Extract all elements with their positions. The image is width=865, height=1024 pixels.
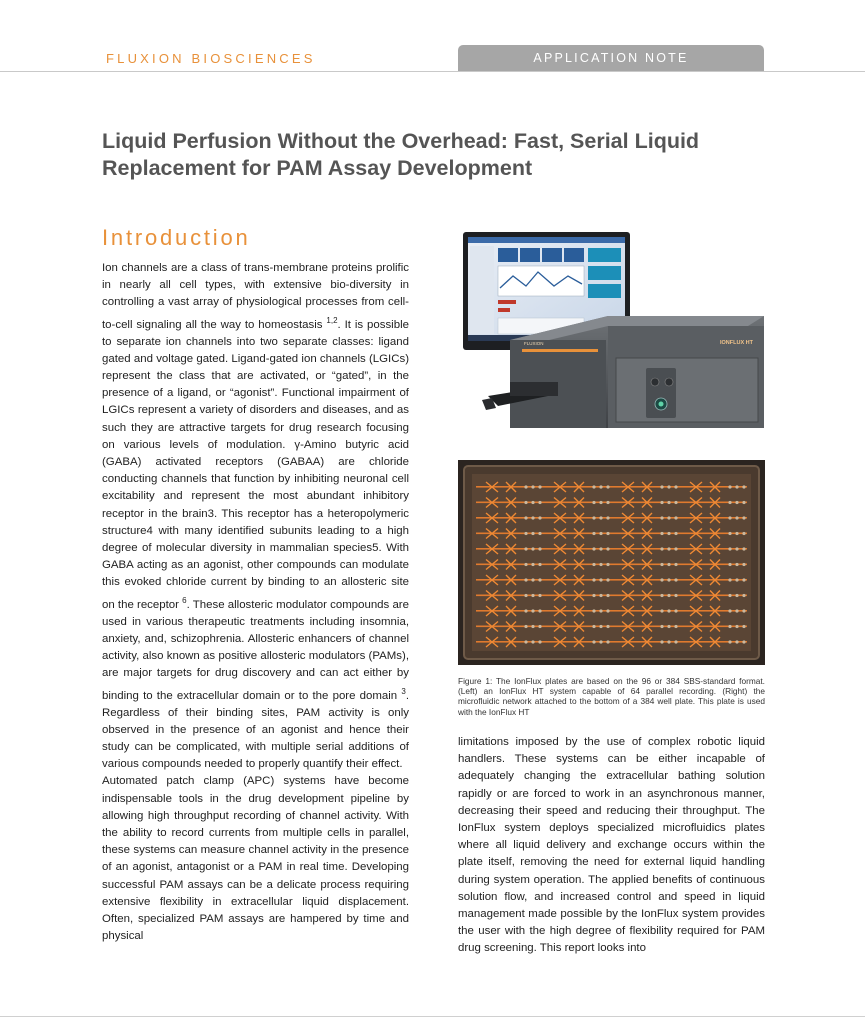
plate-well xyxy=(531,563,534,566)
plate-well xyxy=(742,578,745,581)
plate-well xyxy=(531,640,534,643)
plate-channel-line xyxy=(476,579,747,581)
plate-well xyxy=(667,563,670,566)
plate-well xyxy=(524,609,527,612)
plate-well xyxy=(735,516,738,519)
plate-well xyxy=(674,578,677,581)
microfluidic-plate-photo xyxy=(458,460,765,665)
plate-well xyxy=(531,501,534,504)
plate-well xyxy=(592,485,595,488)
plate-well xyxy=(606,640,609,643)
plate-well xyxy=(599,501,602,504)
plate-well xyxy=(538,485,541,488)
header-rule xyxy=(0,71,865,72)
plate-well xyxy=(538,563,541,566)
plate-channel-line xyxy=(476,517,747,519)
intro-paragraph-2: Automated patch clamp (APC) systems have become indispensable tools in the drug development pipeline by allowing high throughput recording of channel activity. With the ability to record currents from multiple cells in parallel, these systems can measure channel activity in the presence of an agonist, antagonist or a PAM in real time. Developing successful PAM assays can be a delicate process requiring extensive flexibility in extracellular liquid displacement. Often, specialized PAM assays are hampered by time and physical xyxy=(102,775,409,943)
plate-well xyxy=(592,532,595,535)
plate-well xyxy=(735,640,738,643)
plate-well xyxy=(538,625,541,628)
plate-well xyxy=(531,547,534,550)
plate-channel-line xyxy=(476,548,747,550)
plate-well xyxy=(524,625,527,628)
plate-channel-line xyxy=(476,610,747,612)
plate-well xyxy=(524,547,527,550)
plate-well xyxy=(524,578,527,581)
plate-well xyxy=(524,563,527,566)
plate-well xyxy=(599,532,602,535)
plate-well xyxy=(735,594,738,597)
instrument-photo xyxy=(458,228,765,446)
plate-well xyxy=(606,516,609,519)
plate-well xyxy=(667,485,670,488)
plate-well xyxy=(531,532,534,535)
plate-well xyxy=(592,516,595,519)
title-line-2: Replacement for PAM Assay Development xyxy=(102,156,533,180)
plate-well xyxy=(599,547,602,550)
plate-well xyxy=(592,625,595,628)
plate-well xyxy=(599,609,602,612)
plate-well xyxy=(538,516,541,519)
plate-well xyxy=(524,485,527,488)
plate-well xyxy=(599,640,602,643)
plate-well xyxy=(728,501,731,504)
right-paragraph-1: limitations imposed by the use of complex robotic liquid handlers. These systems can be either incapable of adequately changing the extracellular bathing solution rapidly or are forced to work in an asynchronous manner, decreasing their speed and reducing their throughput. The IonFlux system deploys specialized microfluidics plates where all liquid delivery and exchange occurs within the plate itself, removing the need for external liquid handling during system operation. The applied benefits of continuous solution flow, and increased control and speed in liquid management made possible by the IonFlux system provides the user with the high degree of flexibility required for PAM drug screening. This report looks into xyxy=(458,736,765,955)
plate-well xyxy=(674,501,677,504)
citation-superscript: 3 xyxy=(401,686,406,696)
instrument-model-label: IONFLUX HT xyxy=(720,340,753,346)
plate-well xyxy=(531,485,534,488)
plate-well xyxy=(660,625,663,628)
plate-well xyxy=(606,609,609,612)
plate-well xyxy=(667,640,670,643)
plate-well xyxy=(531,578,534,581)
plate-well xyxy=(660,532,663,535)
plate-well xyxy=(674,563,677,566)
plate-channel-line xyxy=(476,486,747,488)
plate-well xyxy=(728,563,731,566)
plate-well xyxy=(660,609,663,612)
plate-well xyxy=(592,501,595,504)
left-column-text xyxy=(102,260,409,945)
plate-well xyxy=(728,547,731,550)
plate-well xyxy=(728,578,731,581)
plate-well xyxy=(742,532,745,535)
intro-paragraph-1: Ion channels are a class of trans-membrane proteins prolific in nearly all cell types, with extensive bio-diversity in controlling a vast array of physiological processes from cell-to-cell signaling all the way to homeostasis $^{1,2}$. It is possible to separate ion channels into two separate classes: ligand gated and voltage gated. Ligand-gated ion channels (LGICs) represent the class that are activated, or “gated”, in the presence of a ligand, or “agonist”. Functional impairment of LGICs represent a variety of disorders and diseases, and as such they are attractive targets for drug research focusing on various levels of modulation. γ-Amino butyric acid (GABA) activated receptors (GABAA) are chloride conducting channels that function by inhibiting neuronal cell excitability and represent the most abundant inhibitory receptor in the brain3. This receptor has a heteropolymeric structure4 with many identified subunits leading to a high degree of molecular diversity in mammalian species5. With GABA acting as an agonist, other compounds can modulate this evoked chloride current by binding to an allosteric site on the receptor $^6$. These allosteric modulator compounds are used in various therapeutic treatments including insomnia, anxiety, and, schizophrenia. Allosteric enhancers of channel activity, also known as positive allosteric modulators (PAMs), are major targets for drug discovery and can act either by binding to the extracellular domain or to the pore domain $^3$. Regardless of their binding sites, PAM activity is only observed in the presence of an agonist and hence their study can be complicated, with multiple serial additions of various compounds needed to properly quantify their effect. xyxy=(102,262,409,771)
right-column-text xyxy=(458,734,765,958)
plate-well xyxy=(674,640,677,643)
plate-well xyxy=(667,578,670,581)
plate-well xyxy=(742,501,745,504)
plate-well xyxy=(735,485,738,488)
plate-well xyxy=(735,609,738,612)
plate-well xyxy=(674,625,677,628)
plate-well xyxy=(742,594,745,597)
plate-well xyxy=(606,594,609,597)
plate-well xyxy=(728,594,731,597)
document-type-tab: APPLICATION NOTE xyxy=(458,45,764,71)
plate-well xyxy=(592,563,595,566)
page-title xyxy=(102,128,742,182)
plate-well xyxy=(660,563,663,566)
plate-well xyxy=(606,532,609,535)
plate-well xyxy=(735,532,738,535)
plate-well xyxy=(735,501,738,504)
plate-channel-line xyxy=(476,502,747,504)
plate-well xyxy=(742,640,745,643)
plate-well xyxy=(742,609,745,612)
footer-rule xyxy=(0,1016,865,1017)
plate-well xyxy=(592,547,595,550)
plate-well xyxy=(660,578,663,581)
plate-well xyxy=(524,640,527,643)
plate-well xyxy=(728,609,731,612)
plate-well xyxy=(524,501,527,504)
plate-channel-line xyxy=(476,533,747,535)
plate-well xyxy=(592,594,595,597)
plate-well xyxy=(538,532,541,535)
plate-well xyxy=(531,625,534,628)
plate-well xyxy=(667,594,670,597)
plate-well xyxy=(660,640,663,643)
plate-well xyxy=(660,516,663,519)
plate-well xyxy=(606,501,609,504)
plate-well xyxy=(667,609,670,612)
plate-well xyxy=(538,501,541,504)
plate-well xyxy=(742,516,745,519)
plate-well xyxy=(538,547,541,550)
plate-well xyxy=(674,485,677,488)
instrument-brand-label: FLUXION xyxy=(524,341,544,346)
figure-caption: Figure 1: The IonFlux plates are based on the 96 or 384 SBS-standard format. (Left) an IonFlux HT system capable of 64 parallel recording. (Right) the microfluidic network attached to the bottom of a 384 well plate. This plate is used with the IonFlux HT xyxy=(458,676,765,717)
plate-well xyxy=(674,547,677,550)
plate-well xyxy=(599,485,602,488)
plate-well xyxy=(538,578,541,581)
plate-well xyxy=(599,625,602,628)
plate-channel-line xyxy=(476,564,747,566)
plate-well xyxy=(728,532,731,535)
plate-well xyxy=(524,594,527,597)
plate-well xyxy=(606,547,609,550)
plate-well xyxy=(660,594,663,597)
plate-well xyxy=(524,532,527,535)
plate-well xyxy=(660,501,663,504)
title-line-1: Liquid Perfusion Without the Overhead: Fast, Serial Liquid xyxy=(102,129,700,153)
plate-well xyxy=(592,578,595,581)
plate-well xyxy=(667,516,670,519)
plate-well xyxy=(599,578,602,581)
plate-well xyxy=(728,640,731,643)
plate-well xyxy=(592,609,595,612)
plate-well xyxy=(599,516,602,519)
plate-well xyxy=(667,547,670,550)
plate-channel-line xyxy=(476,595,747,597)
plate-well xyxy=(660,485,663,488)
plate-well xyxy=(592,640,595,643)
citation-superscript: 6 xyxy=(182,595,187,605)
plate-well xyxy=(667,625,670,628)
plate-well xyxy=(606,485,609,488)
plate-well xyxy=(538,640,541,643)
plate-well xyxy=(606,578,609,581)
plate-well xyxy=(531,609,534,612)
plate-well xyxy=(674,516,677,519)
plate-well xyxy=(735,578,738,581)
plate-well xyxy=(599,563,602,566)
plate-well xyxy=(538,609,541,612)
plate-well xyxy=(667,501,670,504)
plate-well xyxy=(667,532,670,535)
plate-well xyxy=(660,547,663,550)
plate-channel-line xyxy=(476,626,747,628)
plate-well xyxy=(728,516,731,519)
plate-well xyxy=(728,485,731,488)
plate-well xyxy=(674,594,677,597)
plate-well xyxy=(742,485,745,488)
plate-well xyxy=(531,516,534,519)
plate-well xyxy=(674,532,677,535)
plate-channel-line xyxy=(476,641,747,643)
plate-well xyxy=(742,625,745,628)
brand-name: FLUXION BIOSCIENCES xyxy=(106,51,316,66)
plate-well xyxy=(742,563,745,566)
plate-well xyxy=(735,547,738,550)
plate-well xyxy=(728,625,731,628)
plate-well xyxy=(606,563,609,566)
plate-well xyxy=(538,594,541,597)
plate-well xyxy=(735,625,738,628)
plate-well xyxy=(531,594,534,597)
section-heading: Introduction xyxy=(102,225,251,250)
plate-well xyxy=(599,594,602,597)
plate-well xyxy=(674,609,677,612)
plate-well xyxy=(735,563,738,566)
plate-well xyxy=(524,516,527,519)
plate-well xyxy=(742,547,745,550)
plate-well xyxy=(606,625,609,628)
citation-superscript: 1,2 xyxy=(326,315,338,325)
